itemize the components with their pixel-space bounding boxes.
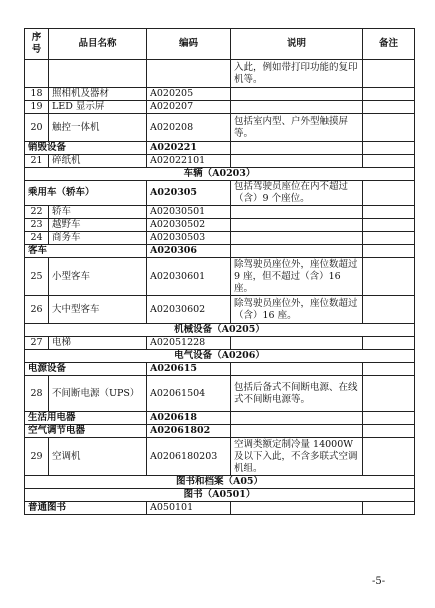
note-cell [363,376,415,412]
table-row [25,258,415,296]
name-cell: 触控一体机 [49,114,147,142]
section-title: 车辆（A0203） [25,168,415,181]
note-cell [363,101,415,114]
seq-cell: 23 [25,219,49,232]
desc-cell [231,206,363,219]
desc-cell [231,337,363,350]
category-row [25,363,415,376]
category-name: 普通图书 [25,502,147,515]
category-name: 客车 [25,245,147,258]
seq-cell: 22 [25,206,49,219]
code-cell: A02022101 [147,155,231,168]
desc-cell [231,412,363,425]
seq-cell: 29 [25,438,49,476]
name-cell: 轿车 [49,206,147,219]
note-cell [363,60,415,88]
code-cell [147,60,231,88]
category-row [25,245,415,258]
name-cell: 空调机 [49,438,147,476]
desc-cell [231,88,363,101]
table-row [25,337,415,350]
table-row [25,438,415,476]
category-row [25,181,415,206]
code-cell: A020207 [147,101,231,114]
note-cell [363,219,415,232]
name-cell: 越野车 [49,219,147,232]
note-cell [363,296,415,324]
category-code: A050101 [147,502,231,515]
desc-cell [231,142,363,155]
category-code: A020305 [147,181,231,206]
seq-cell: 26 [25,296,49,324]
note-cell [363,412,415,425]
desc-cell: 除驾驶员座位外，座位数超过（含）16 座。 [231,296,363,324]
note-cell [363,502,415,515]
category-row [25,142,415,155]
code-cell: A02051228 [147,337,231,350]
header-seq: 序 号 [25,29,49,60]
section-row [25,350,415,363]
desc-cell: 入此，例如带打印功能的复印机等。 [231,60,363,88]
page-number: -5- [372,576,386,587]
code-cell: A0206180203 [147,438,231,476]
code-cell: A02030503 [147,232,231,245]
desc-cell [231,502,363,515]
section-row [25,476,415,489]
desc-cell: 除驾驶员座位外，座位数超过 9 座，但不超过（含）16 座。 [231,258,363,296]
note-cell [363,142,415,155]
seq-cell: 18 [25,88,49,101]
code-cell: A02030501 [147,206,231,219]
note-cell [363,337,415,350]
table-row [25,219,415,232]
code-cell: A02061504 [147,376,231,412]
desc-cell [231,155,363,168]
name-cell: LED 显示屏 [49,101,147,114]
category-code: A020221 [147,142,231,155]
desc-cell [231,101,363,114]
name-cell [49,60,147,88]
desc-cell: 空调类额定制冷量 14000W 及以下入此，不含多联式空调机组。 [231,438,363,476]
category-code: A020306 [147,245,231,258]
name-cell: 商务车 [49,232,147,245]
name-cell: 电梯 [49,337,147,350]
desc-cell [231,425,363,438]
note-cell [363,232,415,245]
seq-cell: 21 [25,155,49,168]
name-cell: 碎纸机 [49,155,147,168]
category-row [25,502,415,515]
seq-cell: 25 [25,258,49,296]
catalog-table [24,28,415,515]
category-row [25,412,415,425]
desc-cell [231,219,363,232]
desc-cell: 包括后备式不间断电源、在线式不间断电源等。 [231,376,363,412]
seq-cell: 28 [25,376,49,412]
category-code: A020615 [147,363,231,376]
table-row [25,114,415,142]
seq-cell [25,60,49,88]
section-title: 机械设备（A0205） [25,324,415,337]
table-row [25,232,415,245]
table-row [25,376,415,412]
note-cell [363,425,415,438]
name-cell: 大中型客车 [49,296,147,324]
desc-cell [231,232,363,245]
section-row [25,168,415,181]
code-cell: A020208 [147,114,231,142]
table-row [25,155,415,168]
desc-cell [231,245,363,258]
section-row [25,324,415,337]
code-cell: A02030601 [147,258,231,296]
section-title: 电气设备（A0206） [25,350,415,363]
note-cell [363,245,415,258]
note-cell [363,258,415,296]
table-row [25,88,415,101]
section-row [25,489,415,502]
header-code: 编码 [147,29,231,60]
section-title: 图书（A0501） [25,489,415,502]
code-cell: A02030602 [147,296,231,324]
category-code: A02061802 [147,425,231,438]
name-cell: 不间断电源（UPS） [49,376,147,412]
category-name: 电源设备 [25,363,147,376]
code-cell: A020205 [147,88,231,101]
table-row [25,206,415,219]
category-row [25,425,415,438]
note-cell [363,438,415,476]
table-row [25,101,415,114]
note-cell [363,181,415,206]
note-cell [363,363,415,376]
header-note: 备注 [363,29,415,60]
name-cell: 照相机及器材 [49,88,147,101]
note-cell [363,114,415,142]
table-header-row [25,29,415,60]
category-name: 生活用电器 [25,412,147,425]
note-cell [363,88,415,101]
code-cell: A02030502 [147,219,231,232]
desc-cell: 包括驾驶员座位在内不超过（含）9 个座位。 [231,181,363,206]
category-code: A020618 [147,412,231,425]
category-name: 乘用车（轿车） [25,181,147,206]
table-row [25,296,415,324]
seq-cell: 20 [25,114,49,142]
note-cell [363,206,415,219]
seq-cell: 19 [25,101,49,114]
table-row [25,60,415,88]
name-cell: 小型客车 [49,258,147,296]
header-desc: 说明 [231,29,363,60]
category-name: 空气调节电器 [25,425,147,438]
section-title: 图书和档案（A05） [25,476,415,489]
category-name: 销毁设备 [25,142,147,155]
seq-cell: 27 [25,337,49,350]
desc-cell: 包括室内型、户外型触摸屏等。 [231,114,363,142]
note-cell [363,155,415,168]
seq-cell: 24 [25,232,49,245]
desc-cell [231,363,363,376]
header-name: 品目名称 [49,29,147,60]
